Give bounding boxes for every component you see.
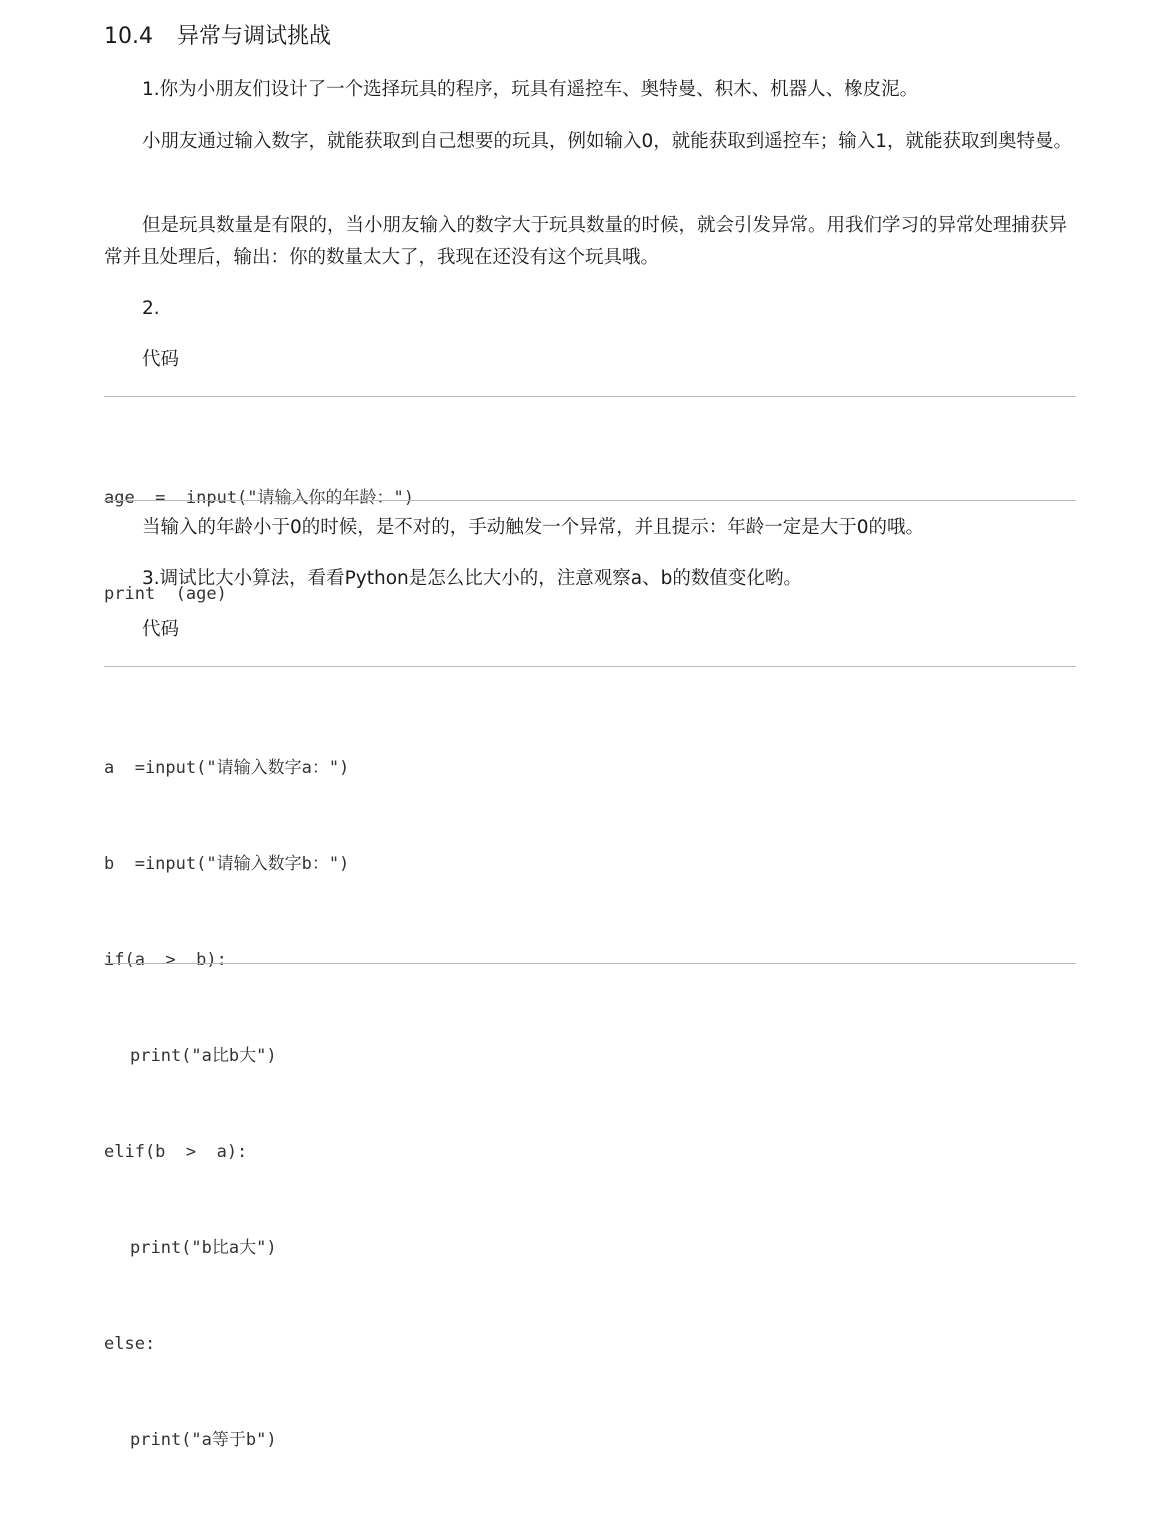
code-line: b =input("请输入数字b：") <box>104 854 350 874</box>
paragraph-task-2-number: 2. <box>142 298 160 319</box>
paragraph-task-1: 1.你为小朋友们设计了一个选择玩具的程序，玩具有遥控车、奥特曼、积木、机器人、橡皮泥。 <box>142 79 919 100</box>
code-divider-top-2 <box>104 666 1076 667</box>
code-line: else: <box>104 1334 156 1354</box>
code-line: print("b比a大") <box>130 1238 277 1258</box>
code-line: print (age) <box>104 584 227 604</box>
paragraph-task-1-exception: 但是玩具数量是有限的，当小朋友输入的数字大于玩具数量的时候，就会引发异常。用我们学习的异常处理捕获异常并且处理后，输出：你的数量太大了，我现在还没有这个玩具哦。 <box>104 215 1068 268</box>
code-line: a =input("请输入数字a：") <box>104 758 350 778</box>
code-line: age = input("请输入你的年龄：") <box>104 488 414 508</box>
code-line: print("a比b大") <box>130 1046 277 1066</box>
code-divider-bottom-2 <box>104 963 1076 964</box>
code-line: if(a > b): <box>104 950 227 970</box>
paragraph-code-label-2: 代码 <box>142 619 180 640</box>
code-divider-bottom-1 <box>104 500 1076 501</box>
code-line: elif(b > a): <box>104 1142 248 1162</box>
section-number: 10.4 <box>104 24 153 49</box>
paragraph-code-label-1: 代码 <box>142 349 180 370</box>
section-heading <box>104 22 331 52</box>
code-block-compare <box>104 688 1064 1520</box>
code-divider-top-1 <box>104 396 1076 397</box>
section-title: 异常与调试挑战 <box>176 24 331 49</box>
paragraph-task-1-detail: 小朋友通过输入数字，就能获取到自己想要的玩具，例如输入0，就能获取到遥控车；输入1，就能获取到奥特曼。 <box>142 131 1073 152</box>
paragraph-task-3: 3.调试比大小算法，看看Python是怎么比大小的，注意观察a、b的数值变化哟。 <box>142 568 802 589</box>
code-line: print("a等于b") <box>130 1430 277 1450</box>
paragraph-task-2-description: 当输入的年龄小于0的时候，是不对的，手动触发一个异常，并且提示：年龄一定是大于0的哦。 <box>142 517 925 538</box>
